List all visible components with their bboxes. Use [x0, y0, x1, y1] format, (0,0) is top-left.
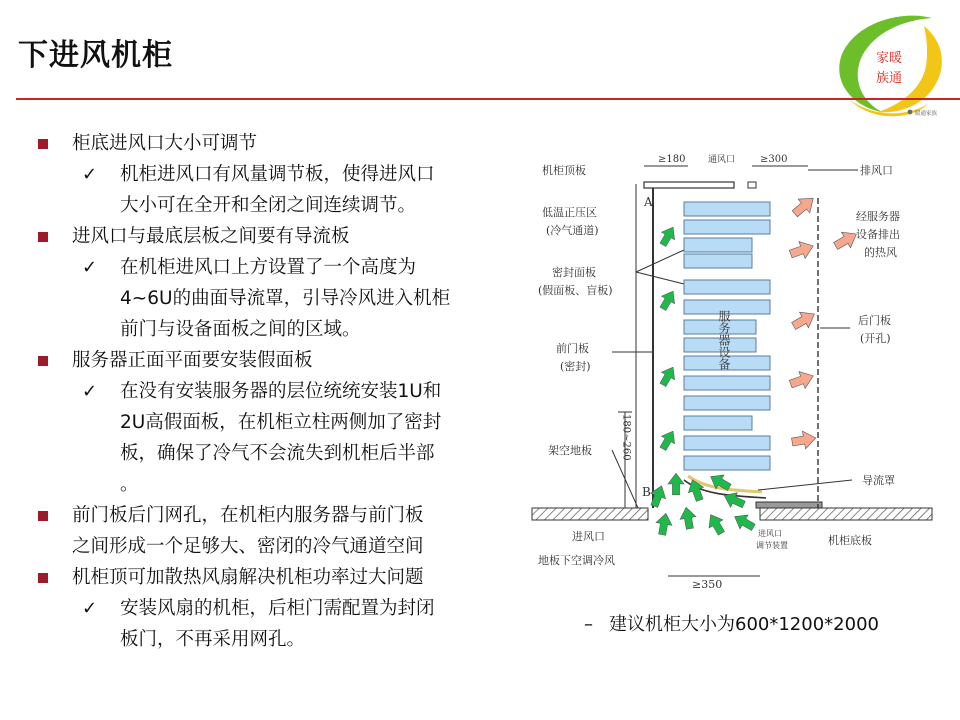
label-server-equipment: 服务器设备 — [717, 310, 731, 370]
label-front-door-1: 前门板 — [556, 342, 589, 355]
logo-caption: 暖通家族 — [915, 111, 938, 117]
label-inlet: 进风口 — [572, 530, 605, 543]
bullet-line: 4~6U的曲面导流罩，引导冷风进入机柜 — [120, 288, 451, 309]
note-dash: – — [584, 614, 593, 635]
bullet-line: 板，确保了冷气不会流失到机柜后半部 — [120, 443, 435, 464]
hot-air-arrow — [791, 429, 818, 451]
bullet-line: 。 — [120, 474, 139, 495]
label-deflector: 导流罩 — [862, 474, 895, 487]
bullet-line: 安装风扇的机柜，后柜门需配置为封闭 — [120, 598, 435, 619]
logo-text-1: 家暖 — [876, 51, 903, 66]
label-seal-panel-1: 密封面板 — [552, 266, 596, 279]
bullet-line: 机柜进风口有风量调节板，使得进风口 — [120, 164, 435, 185]
leader-seal-2 — [636, 272, 684, 284]
server-panel — [684, 202, 770, 216]
label-server-exhaust-3: 的热风 — [864, 246, 897, 259]
bullet-list — [36, 128, 506, 655]
square-bullet-icon — [38, 232, 48, 242]
label-cabinet-base: 机柜底板 — [828, 534, 872, 547]
label-inlet-adjust-2: 调节装置 — [756, 541, 788, 550]
label-dim-height: 180~260 — [620, 414, 632, 461]
label-exhaust: 排风口 — [860, 164, 893, 177]
label-seal-panel-2: (假面板、盲板) — [538, 284, 613, 297]
bullet-line: 板门，不再采用网孔。 — [120, 629, 306, 650]
square-bullet-icon — [38, 511, 48, 521]
label-inlet-adjust-1: 进风口 — [758, 529, 782, 538]
square-bullet-icon — [38, 139, 48, 149]
checkmark-icon: ✓ — [82, 164, 98, 185]
cold-air-arrow — [656, 427, 679, 452]
top-vent — [748, 182, 756, 188]
square-bullet-icon — [38, 356, 48, 366]
cold-air-arrow — [704, 511, 729, 538]
floor-left — [532, 508, 648, 520]
label-dim-bottom: ≥350 — [692, 578, 723, 591]
server-panel — [684, 376, 770, 390]
cold-air-arrow — [668, 473, 684, 495]
bullet-line: 大小可在全开和全闭之间连续调节。 — [120, 195, 417, 216]
cabinet-base-plate — [756, 502, 822, 508]
cabinet-airflow-diagram — [508, 140, 948, 600]
bullet-item — [36, 562, 506, 593]
cold-air-arrow — [654, 512, 674, 536]
label-point-a: A — [644, 195, 653, 209]
sub-bullet-item — [36, 159, 506, 221]
label-server-exhaust-1: 经服务器 — [856, 210, 900, 223]
bullet-line: 前门板后门网孔，在机柜内服务器与前门板 — [72, 505, 424, 526]
sub-bullet-item — [36, 376, 506, 500]
note-text: 建议机柜大小为600*1200*2000 — [609, 614, 879, 635]
label-low-pressure-2: (冷气通道) — [546, 224, 599, 237]
server-panel — [684, 254, 752, 268]
cabinet-size-note — [584, 610, 879, 636]
server-panel — [684, 416, 752, 430]
leader-seal-1 — [636, 250, 684, 272]
logo-text-2: 族通 — [876, 71, 903, 86]
sub-bullet-item — [36, 252, 506, 345]
label-vent-top: 通风口 — [708, 155, 736, 165]
server-panel — [684, 280, 770, 294]
label-low-pressure-1: 低温正压区 — [542, 206, 597, 219]
sub-bullet-item — [36, 593, 506, 655]
hot-air-arrow — [788, 367, 817, 392]
server-panel — [684, 238, 752, 252]
bullet-line: 在机柜进风口上方设置了一个高度为 — [120, 257, 417, 278]
title-divider — [16, 98, 960, 100]
bullet-line: 在没有安装服务器的层位统统安装1U和 — [120, 381, 442, 402]
floor-right — [760, 508, 932, 520]
top-panel — [644, 182, 734, 188]
bullet-line: 机柜顶可加散热风扇解决机柜功率过大问题 — [72, 567, 424, 588]
server-panel — [684, 220, 770, 234]
bullet-line: 柜底进风口大小可调节 — [72, 133, 258, 154]
bullet-line: 服务器正面平面要安装假面板 — [72, 350, 313, 371]
cold-air-arrow — [678, 506, 698, 530]
leader-deflector — [758, 480, 852, 490]
cold-air-arrow — [656, 363, 679, 388]
square-bullet-icon — [38, 573, 48, 583]
slide-title: 下进风机柜 — [18, 38, 173, 73]
label-server-exhaust-2: 设备排出 — [856, 228, 900, 241]
cold-air-arrow — [656, 223, 679, 248]
bullet-item — [36, 345, 506, 376]
checkmark-icon: ✓ — [82, 598, 98, 619]
cold-air-arrow — [656, 287, 679, 312]
label-rear-door-1: 后门板 — [858, 314, 891, 327]
checkmark-icon: ✓ — [82, 381, 98, 402]
label-point-b: B — [642, 485, 651, 499]
hot-air-arrow — [788, 237, 817, 262]
brand-logo — [832, 8, 952, 120]
bullet-line: 之间形成一个足够大、密闭的冷气通道空间 — [72, 536, 424, 557]
hot-air-arrow — [789, 306, 819, 334]
bullet-line: 2U高假面板，在机柜立柱两侧加了密封 — [120, 412, 442, 433]
server-panel — [684, 396, 770, 410]
label-dim-top-left: ≥180 — [658, 154, 686, 165]
server-panel — [684, 436, 770, 450]
bullet-item — [36, 128, 506, 159]
server-panel — [684, 456, 770, 470]
bullet-item — [36, 500, 506, 562]
label-raised-floor: 架空地板 — [548, 444, 592, 457]
label-top-panel: 机柜顶板 — [542, 164, 586, 177]
label-dim-top-right: ≥300 — [760, 154, 788, 165]
label-front-door-2: (密封) — [560, 360, 591, 373]
hot-air-arrow — [789, 191, 819, 220]
bullet-item — [36, 221, 506, 252]
label-rear-door-2: (开孔) — [860, 332, 891, 345]
bullet-line: 进风口与最底层板之间要有导流板 — [72, 226, 350, 247]
label-underfloor-air: 地板下空调冷风 — [538, 554, 615, 567]
checkmark-icon: ✓ — [82, 257, 98, 278]
cold-air-arrow — [731, 510, 758, 535]
bullet-line: 前门与设备面板之间的区域。 — [120, 319, 361, 340]
